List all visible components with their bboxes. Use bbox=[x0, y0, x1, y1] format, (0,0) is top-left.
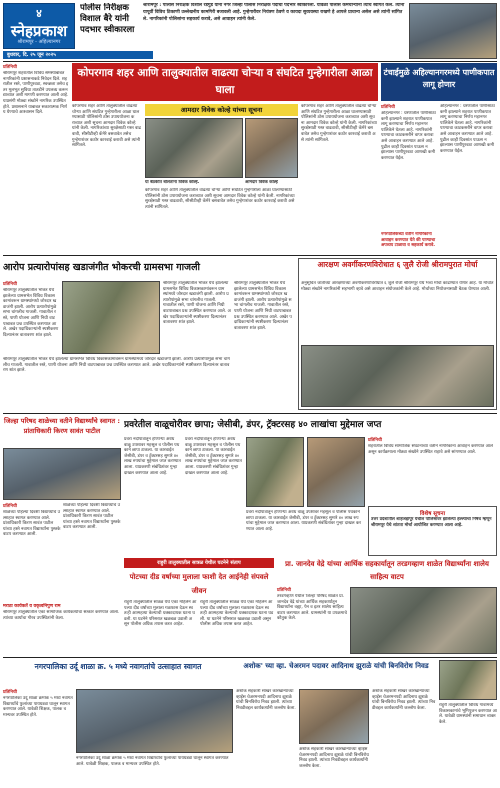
right-top-headline-box bbox=[381, 63, 497, 101]
article7-body-1: तरडगव्हाण येथील जिल्हा परिषद शाळेत प्रा. जानदेव वेद्रे यांच्या आर्थिक सहकार्यातून विद्यार्थ्यांना वह्या, पेन व इतर शालेय साहित्य वाटप करण्यात आले. ग्रामस्थांनी या उपक्रमाचे कौतुक केले. bbox=[277, 594, 347, 622]
article1-photo-portrait bbox=[245, 118, 298, 178]
right-mid-notice-body: उत्तर प्रदेशातील शाहजहांपूर येथील पोलिसांवर झालेल्या हल्ल्याचा निषेध म्हणून श्रीरामपूर येथे शांतता मोर्चा आयोजित करण्यात आला आहे. bbox=[371, 517, 492, 528]
dateline: बुधवार, दि. २५ जून २०२५ bbox=[3, 51, 153, 59]
article2-body-3: श्रीरामपूर तालुक्यातील भोकर येथे झालेल्या ग्रामसभेत विविध विकासकामांवरून ग्रामस्थांमध्ये जोरदार खडाजंगी झाली. आरोप प्रत्यारोपांमुळे सभा चांगलीच गाजली. गावातील रस्ते, पाणी योजना आणि निधी वाटपाबाबत प्रश्न उपस्थित करण्यात आले. अखेर पदाधिकाऱ्यांनी स्पष्टीकरण दिल्यानंतर वातावरण शांत झाले. bbox=[163, 281, 231, 326]
masthead-rule bbox=[3, 61, 497, 62]
article8-headline: नगरपालिका उर्दू शाळा क्र. ५ मध्ये नवागतांचे उत्साहात स्वागत bbox=[34, 662, 202, 671]
paper-tagline: श्रीरामपूर - अहिल्यानगर bbox=[17, 39, 61, 45]
article1-body-right: कोपरगाव शहर आणि तालुक्यातील वाढत्या चोऱ्या आणि संघटित गुन्हेगारीला आळा घालण्यासाठी पोलिसांनी ठोस उपाययोजना कराव्यात अशी सूचना आमदार विवेक कोल्हे यांनी केली. नागरिकांच्या सुरक्षेसाठी गस्त वाढवावी, सीसीटीव्ही कॅमेरे बसवावेत तसेच गुन्हेगारांवर कठोर कारवाई करावी असे त्यांनी सांगितले. bbox=[301, 104, 377, 143]
article4-body-1: शाळेच्या पहिल्या दिवशी विद्यार्थ्यांचे उत्साहात स्वागत करण्यात आले. प्रांताधिकारी किरण सावंत पाटील यांच्या हस्ते नवागत विद्यार्थ्यांना पुस्तके वाटप करण्यात आली. bbox=[3, 510, 61, 538]
article1-caption-1: या बैठकीत बोलताना विवेक कोल्हे. bbox=[145, 180, 200, 185]
right-mid-byline: प्रतिनिधी bbox=[368, 438, 382, 443]
article1-body-left: कोपरगाव शहर आणि तालुक्यातील वाढत्या चोऱ्या आणि संघटित गुन्हेगारीला आळा घालण्यासाठी पोलिसांनी ठोस उपाययोजना कराव्यात अशी सूचना आमदार विवेक कोल्हे यांनी केली. नागरिकांच्या सुरक्षेसाठी गस्त वाढवावी, सीसीटीव्ही कॅमेरे बसवावेत तसेच गुन्हेगारांवर कठोर कारवाई करावी असे त्यांनी सांगितले. bbox=[72, 104, 141, 149]
article4-headline: जिल्हा परिषद शाळेच्या वतीने विद्यार्थ्यांचे स्वागत : प्रांताधिकारी किरण सावंत पाटील bbox=[4, 417, 120, 435]
article8-body-1: नगरपालिका उर्दू शाळा क्रमांक ५ मध्ये नवागत विद्यार्थ्यांचे फुलांच्या पायघड्या घालून स्वागत करण्यात आले. यावेळी शिक्षक, पालक व मान्यवर उपस्थित होते. bbox=[3, 696, 73, 718]
row3-rule bbox=[3, 413, 497, 414]
left-column-byline: प्रतिनिधी bbox=[3, 65, 17, 70]
page-number: ४ bbox=[36, 7, 42, 20]
masthead-logo bbox=[3, 3, 75, 49]
paper-name: स्नेहप्रकाश bbox=[10, 22, 68, 40]
article6-kicker-box bbox=[124, 558, 274, 568]
right-mid-body: शहरातील विविध सामाजिक संघटनांच्या वतीने नागरिकांना आवाहन करण्यात आले असून कार्यक्रमाला मोठ्या संख्येने उपस्थित राहावे असे सांगण्यात आले. bbox=[368, 444, 493, 455]
lead-teaser-body: श्रीरामपूर : पोलीस निरीक्षक विशाल रेंडगुडे यांनी नगर जिल्हा पोलीस निरीक्षक पदाचा पदभार स्वीकारला. यावेळी पोलीस कर्मचाऱ्यांनी त्यांचे स्वागत केले. त्यांनी यापूर्वी विविध ठिकाणी उल्लेखनीय कामगिरी बजावली आहे. गुन्हेगारीवर नियंत्रण ठेवणे व कायदा सुव्यवस्था राखणे हे आपले प्राधान्य असेल असे त्यांनी सांगितले. नागरिकांनी पोलिसांना सहकार्य करावे, असे आवाहन त्यांनी केले. bbox=[143, 3, 405, 22]
right-top-body-2: अहिल्यानगर : धरणातील पाणीसाठा कमी झाल्याने शहरात पाणीकपात लागू करण्याचा निर्णय महानगरपालिकेने घेतला आहे. नागरिकांनी पाण्याचा काटकसरीने वापर करावा असे आवाहन करण्यात आले आहे. पुढील काही दिवसांत पाऊस न झाल्यास पाणीपुरवठा आणखी कमी करण्यात येईल. bbox=[440, 104, 495, 154]
article9-body-1: अशोक सहकारी साखर कारखान्याच्या व्हाईस चेअरमनपदी आदिनाथ झुराळे यांची बिनविरोध निवड झाली. त्यांच्या निवडीबद्दल कार्यकर्त्यांनी जल्लोष केला. bbox=[236, 689, 296, 711]
article2-body-4: श्रीरामपूर तालुक्यातील भोकर येथे झालेल्या ग्रामसभेत विविध विकासकामांवरून ग्रामस्थांमध्ये जोरदार खडाजंगी झाली. आरोप प्रत्यारोपांमुळे सभा चांगलीच गाजली. गावातील रस्ते, पाणी योजना आणि निधी वाटपाबाबत प्रश्न उपस्थित करण्यात आले. अखेर पदाधिकाऱ्यांनी स्पष्टीकरण दिल्यानंतर वातावरण शांत झाले. bbox=[234, 281, 292, 331]
article8-body-2: नगरपालिका उर्दू शाळा क्रमांक ५ मध्ये नवागत विद्यार्थ्यांचे फुलांच्या पायघड्या घालून स्वागत करण्यात आले. यावेळी शिक्षक, पालक व मान्यवर उपस्थित होते. bbox=[76, 756, 229, 767]
right-top-byline: प्रतिनिधी bbox=[381, 105, 395, 110]
article1-caption-2: आमदार विवेक कोल्हे bbox=[245, 180, 278, 185]
article8-photo bbox=[76, 689, 233, 753]
article1-body-mid: कोपरगाव शहर आणि तालुक्यातील वाढत्या चोऱ्या आणि संघटित गुन्हेगारीला आळा घालण्यासाठी पोलिसांनी ठोस उपाययोजना कराव्यात अशी सूचना आमदार विवेक कोल्हे यांनी केली. नागरिकांच्या सुरक्षेसाठी गस्त वाढवावी, सीसीटीव्ही कॅमेरे बसवावेत तसेच गुन्हेगारांवर कठोर कारवाई करावी असे त्यांनी सांगितले. bbox=[145, 188, 295, 210]
article5-body-3: प्रवरा नदीपात्रातून होणाऱ्या अवैध वाळू उपशावर महसूल व पोलीस पथकाने छापा टाकला. या कारवाईत जेसीबी, डंपर व ट्रॅक्टरसह सुमारे ४० लाख रुपयांचा मुद्देमाल जप्त करण्यात आला. याप्रकरणी संबंधितांवर गुन्हा दाखल करण्यात आला आहे. bbox=[246, 510, 362, 532]
row2-rule bbox=[3, 255, 497, 256]
article1-subhead: आमदार विवेक कोल्हे यांच्या सूचना bbox=[180, 106, 263, 114]
right-mid-notice bbox=[368, 506, 497, 556]
right-top-headline: टंचाईमुळे अहिल्यानगरमध्ये पाणीकपात लागू होणार bbox=[383, 68, 495, 89]
article1-headline: कोपरगाव शहर आणि तालुक्यातील वाढत्या चोऱ्या व संघटित गुन्हेगारीला आळा घाला bbox=[77, 67, 373, 96]
article7-photo bbox=[350, 587, 497, 654]
article2-body-1: श्रीरामपूर तालुक्यातील भोकर येथे झालेल्या ग्रामसभेत विविध विकासकामांवरून ग्रामस्थांमध्ये जोरदार खडाजंगी झाली. आरोप प्रत्यारोपांमुळे सभा चांगलीच गाजली. गावातील रस्ते, पाणी योजना आणि निधी वाटपाबाबत प्रश्न उपस्थित करण्यात आले. अखेर पदाधिकाऱ्यांनी स्पष्टीकरण दिल्यानंतर वातावरण शांत झाले. bbox=[3, 288, 59, 338]
article9-headline: अशोक' च्या व्हा. चेअरमन पदावर आदिनाथ झुराळे यांची बिनविरोध निवड bbox=[243, 662, 429, 670]
article6-headline: पोटच्या दीड वर्षाच्या मुलाला फाशी देत आईनेही संपवले जीवन bbox=[129, 573, 269, 595]
row4-rule bbox=[3, 657, 497, 658]
officer-portrait-photo bbox=[409, 3, 497, 59]
article1-photo-meeting bbox=[145, 118, 243, 178]
article9-body-2: अशोक सहकारी साखर कारखान्याच्या व्हाईस चेअरमनपदी आदिनाथ झुराळे यांची बिनविरोध निवड झाली. त्यांच्या निवडीबद्दल कार्यकर्त्यांनी जल्लोष केला. bbox=[299, 747, 369, 769]
article3-body: अनुसूचित जातीच्या आरक्षणाच्या अवर्गीकरणाविरोधात ६ जुलै रोजी श्रीरामपूर येथे भव्य मोर्चा काढण्यात येणार आहे. या मोर्चात मोठ्या संख्येने नागरिकांनी सहभागी व्हावे असे आवाहन संयोजकांनी केले आहे. मोर्चाच्या नियोजनासाठी बैठक घेण्यात आली. bbox=[301, 281, 494, 292]
article2-headline: आरोप प्रत्यारोपांसह खडाजंगीत भोकरची ग्रामसभा गाजली bbox=[3, 262, 201, 273]
article5-body-2: प्रवरा नदीपात्रातून होणाऱ्या अवैध वाळू उपशावर महसूल व पोलीस पथकाने छापा टाकला. या कारवाईत जेसीबी, डंपर व ट्रॅक्टरसह सुमारे ४० लाख रुपयांचा मुद्देमाल जप्त करण्यात आला. याप्रकरणी संबंधितांवर गुन्हा दाखल करण्यात आला आहे. bbox=[185, 437, 242, 476]
small-right-article-body: श्रीरामपूर तालुक्यातील एका सामाजिक कार्यकर्त्याचा सत्कार करण्यात आला. त्यांच्या कार्याचा गौरव उपस्थितांनी केला. bbox=[3, 610, 120, 621]
article2-body-2: श्रीरामपूर तालुक्यातील भोकर येथे झालेल्या ग्रामसभेत विविध विकासकामांवरून ग्रामस्थांमध्ये जोरदार खडाजंगी झाली. आरोप प्रत्यारोपांमुळे सभा चांगलीच गाजली. गावातील रस्ते, पाणी योजना आणि निधी वाटपाबाबत प्रश्न उपस्थित करण्यात आले. अखेर पदाधिकाऱ्यांनी स्पष्टीकरण दिल्यानंतर वातावरण शांत झाले. bbox=[3, 357, 230, 374]
article8-byline: प्रतिनिधी bbox=[3, 690, 17, 695]
article6-body-2: राहुरी तालुक्यातील सात्रळ येथे एका महिलेने आपल्या दीड वर्षाच्या मुलाला गळफास देऊन स्वतःही आत्महत्या केल्याची धक्कादायक घटना घडली. या घटनेने परिसरात खळबळ उडाली असून पोलीस अधिक तपास करत आहेत. bbox=[200, 600, 274, 628]
right-top-notice: नगरपालिकेच्या वतीने नागरिकांना आवाहन करण्यात येते की पाण्याचा अपव्यय टाळावा व सहकार्य करावे. bbox=[381, 232, 436, 249]
right-mid-notice-title: विशेष सूचना bbox=[419, 511, 445, 517]
article5-photo-1 bbox=[246, 437, 304, 507]
bottom-right-body: राहुरी तालुक्यातील विविध गावांमध्ये विकासकामांचे भूमिपूजन करण्यात आले. यावेळी ग्रामस्थांनी समाधान व्यक्त केले. bbox=[439, 703, 497, 725]
article9-body-3: अशोक सहकारी साखर कारखान्याच्या व्हाईस चेअरमनपदी आदिनाथ झुराळे यांची बिनविरोध निवड झाली. त्यांच्या निवडीबद्दल कार्यकर्त्यांनी जल्लोष केला. bbox=[372, 689, 436, 711]
article3-photo bbox=[301, 345, 494, 407]
article1-headline-box bbox=[72, 63, 378, 101]
article5-photo-2 bbox=[307, 437, 365, 507]
article1-subhead-box bbox=[145, 104, 298, 116]
article6-kicker: राहुरी तालुक्यातील सात्रळ येथील घटनेने संताप bbox=[157, 560, 241, 566]
article3-headline: आरक्षण अवर्गीकरणविरोधात ६ जुलै रोजी श्रीरामपुरात मोर्चा bbox=[317, 260, 478, 269]
right-top-body-1: अहिल्यानगर : धरणातील पाणीसाठा कमी झाल्याने शहरात पाणीकपात लागू करण्याचा निर्णय महानगरपालिकेने घेतला आहे. नागरिकांनी पाण्याचा काटकसरीने वापर करावा असे आवाहन करण्यात आले आहे. पुढील काही दिवसांत पाऊस न झाल्यास पाणीपुरवठा आणखी कमी करण्यात येईल. bbox=[381, 111, 436, 161]
article7-headline: प्रा. जानदेव वेद्रे यांच्या आर्थिक सहकार्यातून तरडगव्हाण शाळेत विद्यार्थ्यांना शालेय साहित्य वाटप bbox=[285, 560, 489, 581]
article4-photo bbox=[3, 448, 121, 500]
article2-photo bbox=[62, 281, 160, 354]
bottom-right-photo bbox=[439, 660, 497, 700]
article4-body-2: शाळेच्या पहिल्या दिवशी विद्यार्थ्यांचे उत्साहात स्वागत करण्यात आले. प्रांताधिकारी किरण सावंत पाटील यांच्या हस्ते नवागत विद्यार्थ्यांना पुस्तके वाटप करण्यात आली. bbox=[63, 503, 121, 531]
left-column-body: श्रीरामपूर शहरातील विविध समस्यांबाबत नागरिकांनी प्रशासनाकडे निवेदन दिले. शहरातील रस्ते, पाणीपुरवठा, स्वच्छता तसेच इतर मूलभूत सुविधा तातडीने उपलब्ध करून द्याव्यात अशी मागणी करण्यात आली आहे. याप्रसंगी मोठ्या संख्येने नागरिक उपस्थित होते. प्रशासनाने याबाबत सकारात्मक निर्णय घेण्याचे आश्वासन दिले. bbox=[3, 71, 69, 116]
article2-byline: प्रतिनिधी bbox=[3, 282, 17, 287]
article9-photo bbox=[299, 689, 369, 744]
article6-body-1: राहुरी तालुक्यातील सात्रळ येथे एका महिलेने आपल्या दीड वर्षाच्या मुलाला गळफास देऊन स्वतःही आत्महत्या केल्याची धक्कादायक घटना घडली. या घटनेने परिसरात खळबळ उडाली असून पोलीस अधिक तपास करत आहेत. bbox=[124, 600, 197, 628]
article4-byline: प्रतिनिधी bbox=[3, 504, 17, 509]
article7-byline: प्रतिनिधी bbox=[277, 588, 291, 593]
article5-body-1: प्रवरा नदीपात्रातून होणाऱ्या अवैध वाळू उपशावर महसूल व पोलीस पथकाने छापा टाकला. या कारवाईत जेसीबी, डंपर व ट्रॅक्टरसह सुमारे ४० लाख रुपयांचा मुद्देमाल जप्त करण्यात आला. याप्रकरणी संबंधितांवर गुन्हा दाखल करण्यात आला आहे. bbox=[124, 437, 181, 476]
small-right-article-headline: मराठा कार्यकर्ते व वकृत्वनिपुण राम bbox=[3, 604, 61, 609]
lead-teaser-headline: पोलीस निरीक्षक विशाल बैरे यांनी पदभार स्वीकारला bbox=[80, 3, 135, 35]
article5-headline: प्रवरेतील वाळूचोरीवर छापा; जेसीबी, डंपर, ट्रॅक्टरसह ४० लाखांचा मुद्देमाल जप्त bbox=[124, 420, 382, 430]
